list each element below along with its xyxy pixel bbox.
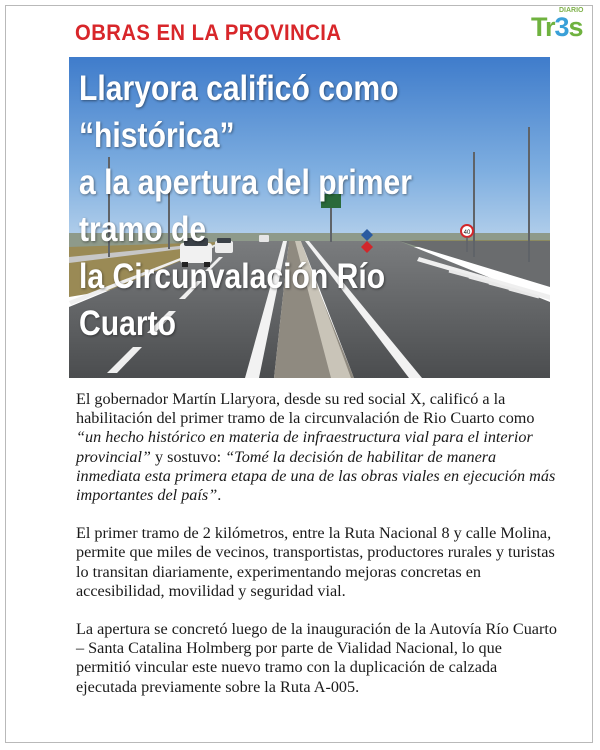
hero-photo: [69, 57, 550, 378]
article-body: [76, 390, 558, 716]
headline-line-3: la Circunvalación Río Cuarto: [79, 257, 386, 343]
section-label: OBRAS EN LA PROVINCIA: [75, 20, 342, 45]
headline-line-2: a la apertura del primer tramo de: [79, 163, 412, 249]
speed-limit-value: 40: [463, 230, 471, 236]
article-paragraph-3: La apertura se concretó luego de la inauguración de la Autovía Río Cuarto – Santa Catalina Holmberg por parte de Vialidad Nacional, lo que permitió vincular este nuevo tramo con la duplicación de calzada ejecutada previamente sobre la Ruta A-005.: [76, 620, 557, 696]
logo-top-text: DIARIO: [559, 7, 584, 14]
article-paragraph-2: El primer tramo de 2 kilómetros, entre la Ruta Nacional 8 y calle Molina, permite que miles de vecinos, transportistas, productores rurales y turistas lo transitan diariamente, experimentando mejoras concretas en accesibilidad, movilidad y seguridad vial.: [76, 524, 555, 600]
logo-wordmark: Tr3s: [531, 12, 583, 42]
article-paragraph-1: El gobernador Martín Llaryora, desde su red social X, calificó a la habilitación del primer tramo de la circunvalación de Rio Cuarto como “un hecho histórico en materia de infraestructura vial para el interior provincial” y sostuvo: “Tomé la decisión de habilitar de manera inmediata esta primera etapa de una de las obras viales en ejecución más importantes del país”.: [76, 390, 556, 505]
headline-line-1: Llaryora calificó como “histórica”: [79, 69, 399, 155]
headline: [79, 65, 475, 347]
diario-tr3s-logo[interactable]: [527, 4, 589, 50]
